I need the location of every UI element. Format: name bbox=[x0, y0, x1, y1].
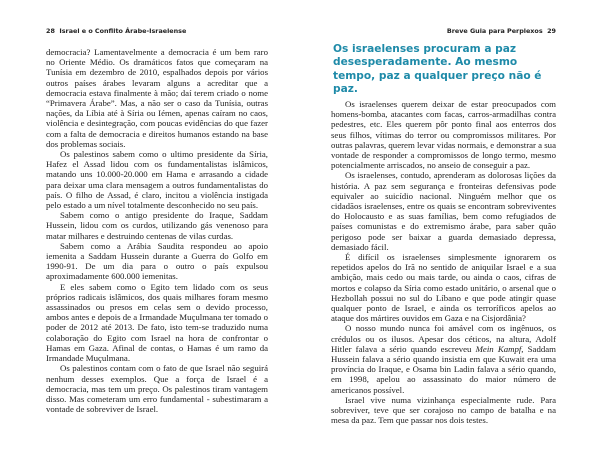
paragraph: Os palestinos contam com o fato de que Israel não seguirá nenhum desses exemplos. Que a força de Israel é a democracia, mas tem um preço. Os palestinos tiram vantagem disso. Mas cometeram um erro fundamental - subestimaram a vontade de sobreviver de Israel. bbox=[46, 363, 268, 415]
paragraph: Os palestinos sabem como o ultimo presidente da Síria, Hafez el Assad lidou com os fundamentalistas islâmicos, matando uns 10.000-20.000 em Hama e arrasando a cidade para deixar uma clara mensagem a outros fundamentalistas do país. O filho de Assad, é claro, incitou a violência instigada pelo estado a um nível totalmente desconhecido no seu país. bbox=[46, 149, 268, 211]
paragraph: E eles sabem como o Egito tem lidado com os seus próprios radicais islâmicos, dos quais milhares foram mesmo assassinados ou presos em celas sem o devido processo, ambos antes e depois de a Irmandade Muçulmana ter tomado o poder de 2012 até 2013. De fato, isto tem-se traduzido numa colaboração do Egito com Israel na hora de confrontar o Hamas em Gaza. Afinal de contas, o Hamas é um ramo da Irmandade Muçulmana. bbox=[46, 281, 268, 364]
page-number: 29 bbox=[547, 27, 556, 35]
running-head-left bbox=[46, 27, 186, 35]
book-title: Mein Kampf bbox=[475, 343, 522, 354]
paragraph: Sabem como a Arábia Saudita respondeu ao apoio iemenita a Saddam Hussein durante a Guerra do Golfo em 1990-91. De um dia para o outro o país expulsou aproximadamente 600.000 iemenitas. bbox=[46, 240, 268, 282]
paragraph: Israel vive numa vizinhança especialmente rude. Para sobreviver, teve que ser corajoso no campo de batalha e na mesa da paz. Tem que passar nos dois testes. bbox=[331, 394, 556, 426]
body-text bbox=[331, 99, 556, 426]
paragraph: democracia? Lamentavelmente a democracia é um bem raro no Oriente Médio. Os dramáticos fatos que começaram na Tunísia em dezembro de 2010, espalhados depois por vários outros países árabes levaram alguns a acreditar que a democracia estava finalmente à mão; daí terem criado o nome “Primavera Árabe”. Mas, a não ser o caso da Tunísia, outras nações, da Líbia até à Síria ou Iémen, apenas caíram no caos, violência e desintegração, com poucas evidências do que fazer com a falta de democracia e direitos humanos estando na base dos problemas sociais. bbox=[46, 47, 268, 149]
paragraph: É difícil os israelenses simplesmente ignorarem os repetidos apelos do Irã no sentido de aniquilar Israel e a sua ambição, mais cedo ou mais tarde, ou ainda o caos, cifras de mortos e colapso da Síria como estado unitário, o arsenal que o Hezbollah possui no sul do Líbano e que pode atingir quase qualquer ponto de Israel, e ainda os terroríficos apelos ao ataque dos mártires ouvidos em Gaza e na Cisjordânia? bbox=[331, 252, 556, 324]
text-run: O nosso mundo nunca foi amável com os ingênuos, os crédulos ou os ilusos. Apesar dos céticos, na altura, Adolf Hitler falava a sério quando escreveu bbox=[331, 323, 556, 354]
running-head-right bbox=[447, 27, 556, 35]
text-run: , Saddam Hussein falava a sério quando insistia em que Kuwait era uma província do Iraque, e Osama bin Ladin falava a sério quando, em 1998, apelou ao assassinato do maior número de americanos possível. bbox=[331, 343, 556, 395]
section-heading: Os israelenses procuram a paz desesperadamente. Ao mesmo tempo, paz a qualquer preço não é paz. bbox=[333, 43, 542, 95]
running-head-title: Israel e o Conflito Árabe-Israelense bbox=[59, 27, 187, 35]
body-text bbox=[46, 47, 268, 414]
paragraph: Os israelenses querem deixar de estar preocupados com homens-bomba, atacantes com facas, carros-armadilhas contra pedestres, etc. Eles querem pôr ponto final aos enterros dos seus filhos, vítimas do terror ou compromissos militares. Por outras palavras, querem levar vidas normais, e demonstrar a sua vontade de responder a compromissos de longo termo, mesmo potencialmente arriscados, no anseio de conseguir a paz. bbox=[331, 99, 556, 171]
paragraph: Sabem como o antigo presidente do Iraque, Saddam Hussein, lidou com os curdos, utilizando gás venenoso para matar milhares e destruindo centenas de vilas curdas. bbox=[46, 210, 268, 241]
paragraph: Os israelenses, contudo, aprenderam as dolorosas lições da história. A paz sem segurança e fronteiras defensivas pode equivaler ao suicídio nacional. Ninguém melhor que os cidadãos israelenses, entre os quais se encontram sobreviventes do Holocausto e as suas famílias, bem como refugiados de países comunistas e do extremismo árabe, para saber quão perigoso pode ser baixar a guarda demasiado depressa, demasiado fácil. bbox=[331, 170, 556, 252]
running-head-title: Breve Guia para Perplexos bbox=[446, 27, 543, 35]
paragraph bbox=[331, 323, 556, 394]
page-number: 28 bbox=[46, 27, 55, 35]
